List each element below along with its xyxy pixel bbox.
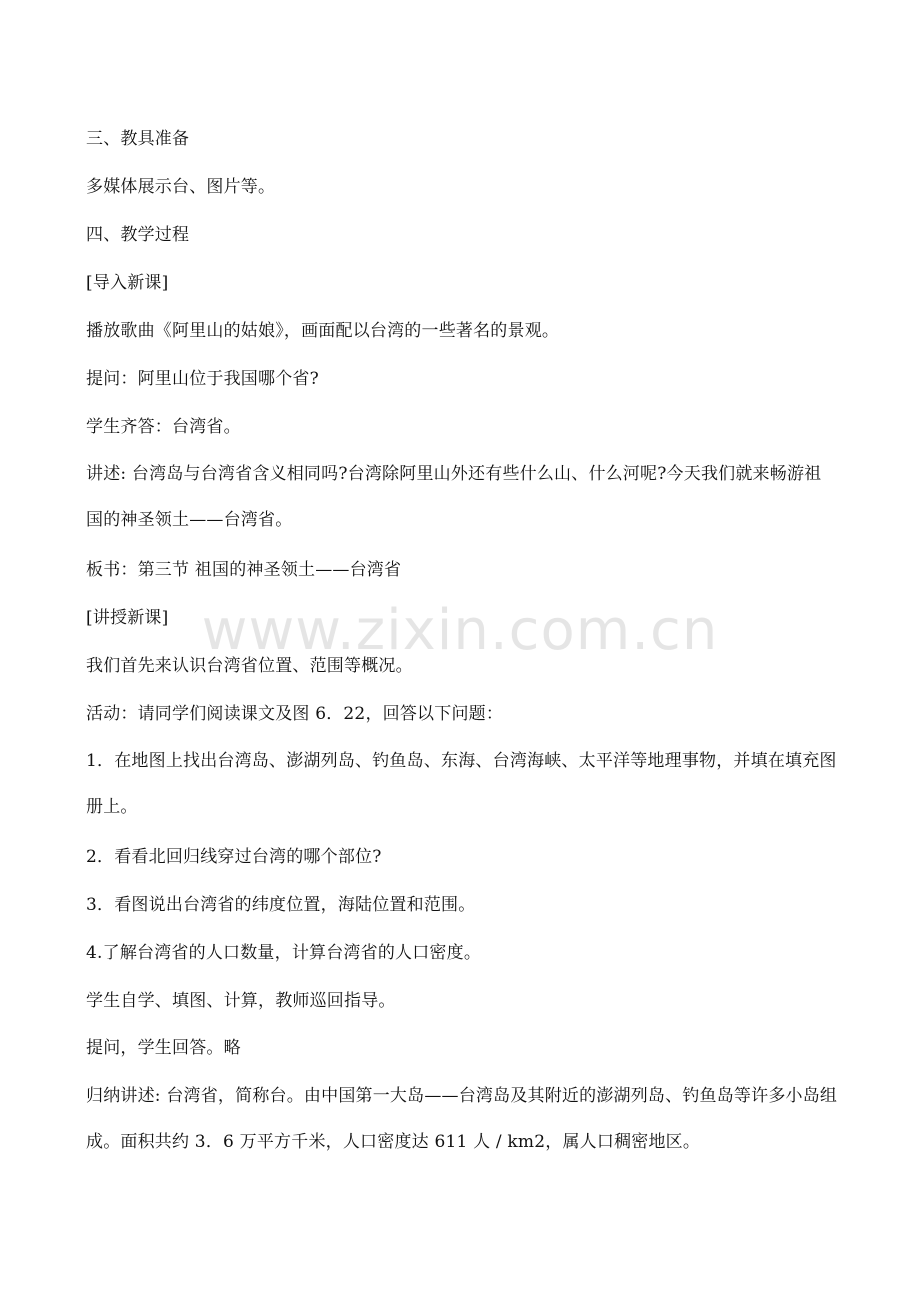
- paragraph-overview: 我们首先来认识台湾省位置、范围等概况。: [86, 656, 413, 676]
- list-item-4: 4.了解台湾省的人口数量，计算台湾省的人口密度。: [86, 943, 482, 963]
- paragraph-self-study: 学生自学、填图、计算，教师巡回指导。: [86, 991, 396, 1011]
- paragraph-question-2: 提问，学生回答。略: [86, 1038, 241, 1058]
- section-label-new-lesson: [讲授新课]: [86, 608, 169, 628]
- list-item-3: 3．看图说出台湾省的纬度位置，海陆位置和范围。: [86, 895, 476, 915]
- heading-teaching-process: 四、教学过程: [86, 225, 190, 245]
- paragraph-question-1: 提问：阿里山位于我国哪个省?: [86, 369, 319, 389]
- watermark-text: www.zixin.com.cn: [201, 598, 719, 663]
- section-label-intro: [导入新课]: [86, 273, 169, 293]
- paragraph-teaching-aids: 多媒体展示台、图片等。: [86, 177, 276, 197]
- paragraph-summary: 归纳讲述: 台湾省，简称台。由中国第一大岛——台湾岛及其附近的澎湖列岛、钓鱼岛等许多小岛组成。面积共约 3．6 万平方千米，人口密度达 611 人 / km2，属人口稠密地区。: [86, 1086, 838, 1152]
- paragraph-student-answer: 学生齐答：台湾省。: [86, 417, 241, 437]
- paragraph-play-song: 播放歌曲《阿里山的姑娘》，画面配以台湾的一些著名的景观。: [86, 321, 560, 341]
- list-item-1: 1．在地图上找出台湾岛、澎湖列岛、钓鱼岛、东海、台湾海峡、太平洋等地理事物，并填在填充图册上。: [86, 751, 837, 817]
- list-item-2: 2．看看北回归线穿过台湾的哪个部位?: [86, 847, 382, 867]
- paragraph-blackboard: 板书：第三节 祖国的神圣领土——台湾省: [86, 560, 402, 580]
- heading-teaching-aids: 三、教具准备: [86, 129, 190, 149]
- paragraph-activity: 活动：请同学们阅读课文及图 6．22，回答以下问题：: [86, 704, 504, 724]
- paragraph-narration-1: 讲述: 台湾岛与台湾省含义相同吗?台湾除阿里山外还有些什么山、什么河呢?今天我们就来畅游祖国的神圣领土——台湾省。: [86, 464, 822, 530]
